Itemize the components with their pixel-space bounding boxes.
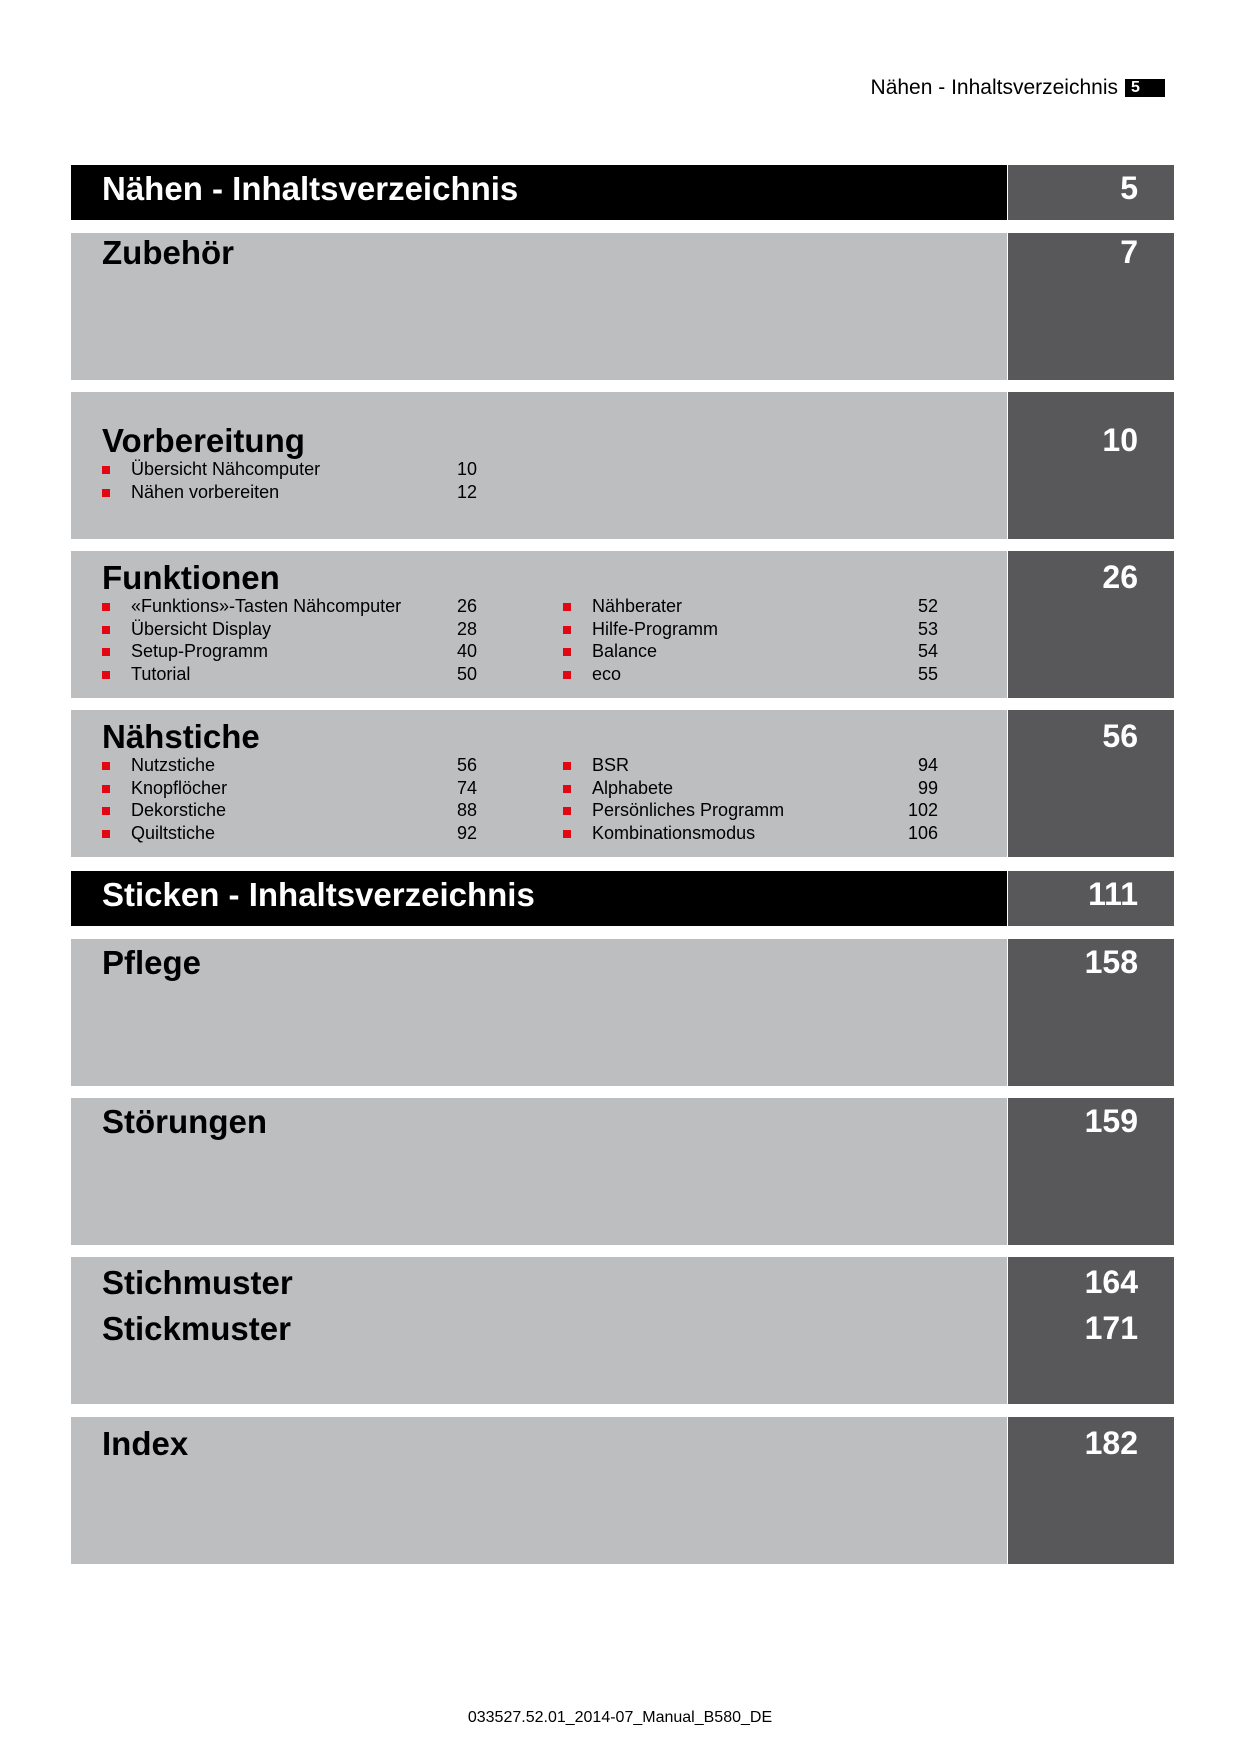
list-item[interactable]: Nähen vorbereiten 12	[102, 481, 492, 504]
toc-title-stichmuster: Stichmuster	[102, 1264, 293, 1301]
toc-row-muster[interactable]	[71, 1257, 1174, 1404]
bullet-square-icon	[563, 648, 571, 656]
toc-row-sticken[interactable]	[71, 871, 1174, 926]
bullet-square-icon	[102, 626, 110, 634]
list-item[interactable]: Alphabete 99	[563, 777, 953, 800]
toc-page-stickmuster: 171	[1084, 1310, 1138, 1346]
toc-page-vorbereitung: 10	[1102, 422, 1138, 458]
list-item[interactable]: Knopflöcher 74	[102, 777, 492, 800]
bullet-square-icon	[102, 785, 110, 793]
bullet-square-icon	[563, 626, 571, 634]
toc-title-funktionen: Funktionen	[102, 559, 280, 596]
list-item[interactable]: Nutzstiche 56	[102, 754, 492, 777]
toc-page-pflege: 158	[1084, 944, 1138, 980]
list-item[interactable]: Setup-Programm 40	[102, 640, 492, 663]
list-item[interactable]: eco 55	[563, 663, 953, 686]
toc-page-naehstiche: 56	[1102, 718, 1138, 754]
list-item[interactable]: Nähberater 52	[563, 595, 953, 618]
bullet-square-icon	[102, 489, 110, 497]
toc-page-naehen: 5	[1120, 170, 1138, 206]
toc-row-index[interactable]	[71, 1417, 1174, 1564]
toc-page-stoerungen: 159	[1084, 1103, 1138, 1139]
list-item[interactable]: BSR 94	[563, 754, 953, 777]
bullet-square-icon	[102, 807, 110, 815]
toc-row-naehstiche[interactable]	[71, 710, 1174, 857]
toc-title-index: Index	[102, 1425, 189, 1462]
toc-page-index: 182	[1084, 1425, 1138, 1461]
toc-title-pflege: Pflege	[102, 944, 202, 981]
bullet-square-icon	[563, 603, 571, 611]
toc-row-funktionen[interactable]	[71, 551, 1174, 698]
toc-title-sticken: Sticken - Inhaltsverzeichnis	[102, 876, 535, 913]
bullet-square-icon	[102, 762, 110, 770]
bullet-square-icon	[563, 830, 571, 838]
toc-title-vorbereitung: Vorbereitung	[102, 422, 305, 459]
list-item[interactable]: Hilfe-Programm 53	[563, 618, 953, 641]
bullet-square-icon	[102, 830, 110, 838]
running-header-page-number: 5	[1125, 79, 1165, 97]
list-item[interactable]: Übersicht Nähcomputer 10	[102, 458, 492, 481]
toc-row-naehen[interactable]	[71, 165, 1174, 220]
toc-page-zubehoer: 7	[1120, 234, 1138, 270]
list-item[interactable]: Quiltstiche 92	[102, 822, 492, 845]
toc-title-zubehoer: Zubehör	[102, 234, 234, 271]
toc-row-pflege[interactable]	[71, 939, 1174, 1086]
running-header-title: Nähen - Inhaltsverzeichnis	[870, 76, 1118, 99]
bullet-square-icon	[102, 671, 110, 679]
bullet-square-icon	[102, 466, 110, 474]
toc-row-vorbereitung[interactable]	[71, 392, 1174, 539]
list-item[interactable]: Kombinationsmodus 106	[563, 822, 953, 845]
bullet-square-icon	[563, 807, 571, 815]
toc-title-naehen: Nähen - Inhaltsverzeichnis	[102, 170, 519, 207]
bullet-square-icon	[563, 762, 571, 770]
toc-title-stickmuster: Stickmuster	[102, 1310, 291, 1347]
bullet-square-icon	[102, 603, 110, 611]
toc-title-naehstiche: Nähstiche	[102, 718, 260, 755]
list-item[interactable]: Übersicht Display 28	[102, 618, 492, 641]
list-item[interactable]: Persönliches Programm 102	[563, 799, 953, 822]
bullet-square-icon	[563, 671, 571, 679]
toc-row-stoerungen[interactable]	[71, 1098, 1174, 1245]
list-item[interactable]: Dekorstiche 88	[102, 799, 492, 822]
toc-page-sticken: 111	[1088, 876, 1138, 912]
toc-row-zubehoer[interactable]	[71, 233, 1174, 380]
document-footer: 033527.52.01_2014-07_Manual_B580_DE	[467, 1709, 773, 1726]
list-item[interactable]: Balance 54	[563, 640, 953, 663]
running-header	[871, 76, 1165, 100]
list-item[interactable]: Tutorial 50	[102, 663, 492, 686]
list-item[interactable]: «Funktions»-Tasten Nähcomputer 26	[102, 595, 492, 618]
toc-page-funktionen: 26	[1102, 559, 1138, 595]
toc-title-stoerungen: Störungen	[102, 1103, 267, 1140]
bullet-square-icon	[563, 785, 571, 793]
toc-page-stichmuster: 164	[1084, 1264, 1138, 1300]
bullet-square-icon	[102, 648, 110, 656]
